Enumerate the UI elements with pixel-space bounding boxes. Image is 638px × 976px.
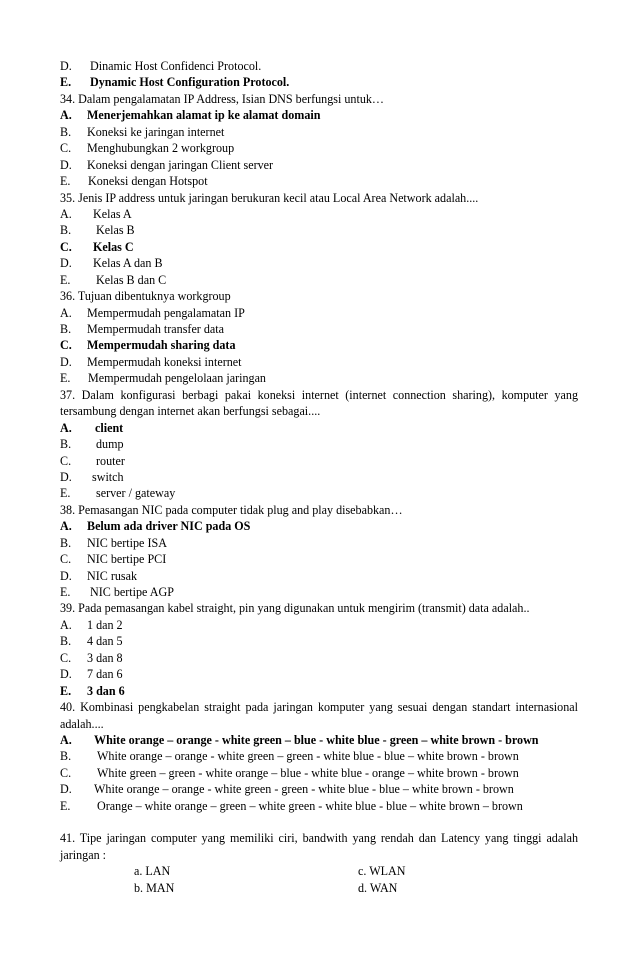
option-text: NIC bertipe AGP — [90, 585, 174, 600]
question-paragraph: 41. Tipe jaringan computer yang memiliki ciri, bandwith yang rendah dan Latency yang tinggi adalah jaringan : — [60, 831, 578, 862]
blank-line — [60, 814, 578, 830]
option-text: 1 dan 2 — [87, 617, 123, 632]
option-line — [60, 255, 578, 271]
option-letter: D. — [60, 157, 72, 172]
option-text: Orange – white orange – green – white green - white blue - blue – white brown – brown — [97, 798, 523, 813]
answer-choice-left: a. LAN — [134, 864, 171, 879]
option-text: Kelas B dan C — [96, 272, 167, 287]
option-letter: D. — [60, 59, 72, 73]
option-line — [60, 173, 578, 189]
option-line — [60, 469, 578, 485]
answer-choice-right: d. WAN — [358, 880, 398, 895]
option-line — [60, 748, 578, 764]
option-text: Koneksi dengan Hotspot — [88, 174, 208, 189]
option-letter: D. — [60, 469, 72, 484]
option-text: Menghubungkan 2 workgroup — [87, 141, 235, 156]
option-text: router — [96, 453, 125, 468]
option-text: 3 dan 6 — [87, 683, 125, 698]
option-letter: C. — [60, 338, 72, 353]
option-letter: A. — [60, 108, 72, 123]
option-text: Dynamic Host Configuration Protocol. — [90, 75, 290, 90]
question-paragraph: 40. Kombinasi pengkabelan straight pada jaringan komputer yang sesuai dengan standart internasional adalah.... — [60, 700, 578, 731]
answer-choice-left: b. MAN — [134, 880, 175, 895]
option-text: Koneksi ke jaringan internet — [87, 124, 225, 139]
option-text: Belum ada driver NIC pada OS — [87, 519, 251, 534]
option-line — [60, 321, 578, 337]
option-line — [60, 370, 578, 386]
option-line — [60, 666, 578, 682]
option-letter: B. — [60, 535, 72, 550]
option-line — [60, 436, 578, 452]
option-letter: E. — [60, 75, 72, 90]
option-letter: A. — [60, 617, 72, 632]
question-text: 39. Pada pemasangan kabel straight, pin yang digunakan untuk mengirim (transmit) data adalah.. — [60, 601, 530, 616]
option-letter: E. — [60, 486, 71, 501]
correct-option-line — [60, 732, 578, 748]
correct-option-line — [60, 518, 578, 534]
option-text: 3 dan 8 — [87, 650, 123, 665]
option-text: NIC bertipe PCI — [87, 552, 167, 567]
option-letter: D. — [60, 667, 72, 682]
option-letter: C. — [60, 453, 72, 468]
option-text: NIC rusak — [87, 568, 138, 583]
option-line — [60, 272, 578, 288]
option-letter: A. — [60, 733, 72, 747]
question-line — [60, 600, 578, 616]
option-letter: C. — [60, 552, 72, 567]
option-line — [60, 124, 578, 140]
option-text: 4 dan 5 — [87, 634, 123, 649]
correct-option-line — [60, 107, 578, 123]
option-text: White orange – orange - white green – blue - white blue - green – white brown - brown — [94, 733, 539, 747]
option-letter: E. — [60, 683, 72, 698]
document-page — [60, 58, 578, 896]
option-letter: A. — [60, 519, 72, 534]
option-text: switch — [92, 469, 124, 484]
option-letter: C. — [60, 141, 72, 156]
option-text: Mempermudah pengelolaan jaringan — [88, 371, 266, 386]
option-line — [60, 354, 578, 370]
option-letter: D. — [60, 354, 72, 369]
option-line — [60, 584, 578, 600]
option-line — [60, 222, 578, 238]
option-letter: D. — [60, 568, 72, 583]
option-text: 7 dan 6 — [87, 667, 123, 682]
option-text: Mempermudah transfer data — [87, 322, 225, 336]
option-letter: B. — [60, 749, 72, 764]
option-line — [60, 798, 578, 814]
option-text: Menerjemahkan alamat ip ke alamat domain — [87, 108, 321, 123]
option-text: Dinamic Host Confidenci Protocol. — [90, 59, 262, 73]
option-text: server / gateway — [96, 486, 176, 501]
option-text: White orange – orange - white green - green - white blue - blue – white brown - brown — [94, 782, 514, 797]
option-text: White green – green - white orange – blue - white blue - orange – white brown - brown — [97, 765, 519, 780]
option-letter: C. — [60, 650, 72, 665]
correct-option-line — [60, 337, 578, 353]
option-text: Kelas A — [93, 206, 132, 221]
option-letter: A. — [60, 420, 72, 435]
question-text: 34. Dalam pengalamatan IP Address, Isian DNS berfungsi untuk… — [60, 91, 385, 106]
correct-option-line — [60, 239, 578, 255]
question-text: 35. Jenis IP address untuk jaringan berukuran kecil atau Local Area Network adalah.... — [60, 190, 479, 205]
option-letter: E. — [60, 174, 71, 189]
question-text: 36. Tujuan dibentuknya workgroup — [60, 289, 231, 304]
option-line — [60, 535, 578, 551]
option-letter: B. — [60, 437, 72, 452]
option-letter: B. — [60, 124, 72, 139]
option-text: NIC bertipe ISA — [87, 535, 167, 550]
option-letter: C. — [60, 765, 72, 780]
answer-choice-right: c. WLAN — [358, 864, 406, 879]
answer-choice-row — [60, 880, 578, 896]
option-line — [60, 485, 578, 501]
question-line — [60, 288, 578, 304]
option-text: dump — [96, 437, 124, 452]
question-text: 38. Pemasangan NIC pada computer tidak plug and play disebabkan… — [60, 502, 403, 517]
question-paragraph: 37. Dalam konfigurasi berbagi pakai koneksi internet (internet connection sharing), komputer yang tersambung dengan internet akan berfungsi sebagai.... — [60, 387, 578, 419]
option-letter: E. — [60, 371, 71, 386]
option-text: Mempermudah koneksi internet — [87, 354, 242, 369]
option-letter: C. — [60, 239, 72, 254]
option-line — [60, 157, 578, 173]
option-letter: E. — [60, 585, 71, 600]
option-line — [60, 551, 578, 567]
option-text: Kelas B — [96, 223, 135, 238]
option-line — [60, 765, 578, 781]
option-text: Koneksi dengan jaringan Client server — [87, 157, 274, 172]
option-line — [60, 650, 578, 666]
answer-choice-row — [60, 863, 578, 879]
option-letter: D. — [60, 782, 72, 797]
option-letter: A. — [60, 305, 72, 320]
option-line — [60, 617, 578, 633]
option-text: Kelas C — [93, 239, 134, 254]
option-letter: D. — [60, 256, 72, 271]
option-letter: B. — [60, 223, 72, 238]
option-line — [60, 140, 578, 156]
option-letter: A. — [60, 206, 72, 221]
option-line — [60, 453, 578, 469]
correct-option-line — [60, 420, 578, 436]
option-line — [60, 568, 578, 584]
option-letter: B. — [60, 322, 72, 336]
option-text: Mempermudah pengalamatan IP — [87, 305, 245, 320]
correct-option-line — [60, 683, 578, 699]
option-letter: E. — [60, 272, 71, 287]
question-line — [60, 502, 578, 518]
option-line — [60, 206, 578, 222]
option-text: client — [95, 420, 124, 435]
option-text: White orange – orange - white green – green - white blue - blue – white brown - brown — [97, 749, 519, 764]
option-line — [60, 305, 578, 321]
correct-option-line — [60, 74, 578, 90]
option-letter: B. — [60, 634, 72, 649]
option-line — [60, 633, 578, 649]
question-line — [60, 91, 578, 107]
option-line — [60, 58, 578, 74]
question-line — [60, 190, 578, 206]
option-text: Kelas A dan B — [93, 256, 163, 271]
option-letter: E. — [60, 798, 71, 813]
option-line — [60, 781, 578, 797]
option-text: Mempermudah sharing data — [87, 338, 236, 353]
